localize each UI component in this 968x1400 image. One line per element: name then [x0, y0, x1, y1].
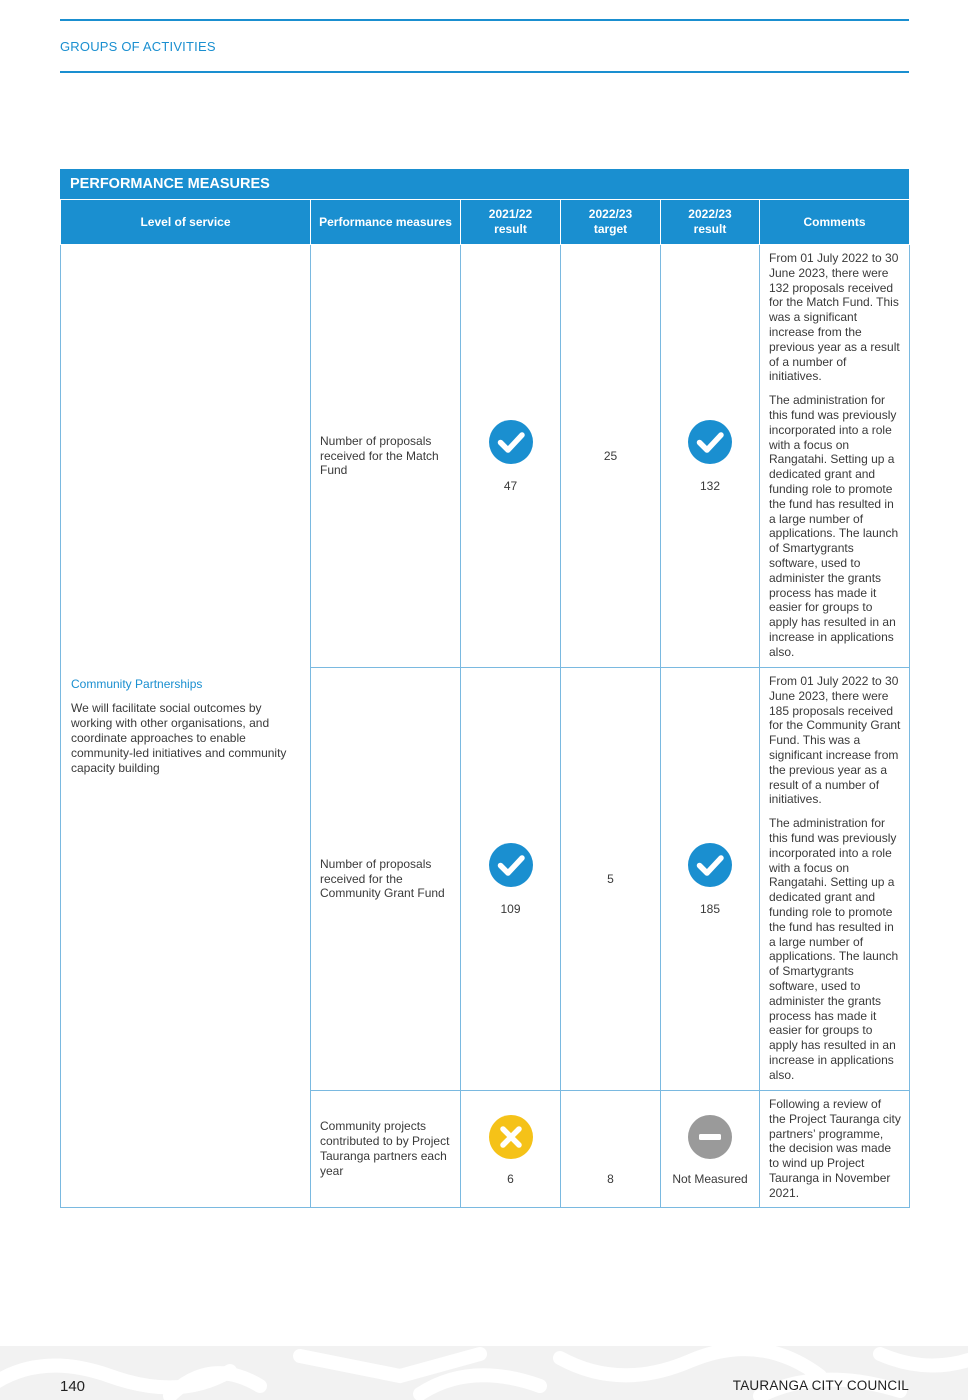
- target-2022-23-value: 25: [603, 448, 618, 463]
- level-of-service-description: We will facilitate social outcomes by working with other organisations, and coordinate approaches to enable community-led initiatives and community capacity building: [71, 701, 287, 775]
- result-2021-22-value: 109: [500, 901, 521, 916]
- result-2022-23-cell: [661, 1091, 760, 1208]
- col-header-level-of-service: Level of service: [61, 200, 311, 245]
- result-2021-22-cell: [461, 1091, 561, 1208]
- result-2022-23-cell: [661, 245, 760, 668]
- cross-circle-icon: [488, 1114, 534, 1160]
- table-title: PERFORMANCE MEASURES: [60, 169, 909, 199]
- table-header-row: [61, 200, 910, 245]
- header-rule-top: [60, 19, 909, 21]
- check-circle-icon: [687, 842, 733, 888]
- comments-cell: [760, 245, 910, 668]
- comment-paragraph: The administration for this fund was previously incorporated into a role with a focus on Rangatahi. Setting up a dedicated grant and funding role to promote the fund has resulted in a large number of applications. The launch of Smartygrants software, used to administer the grants process has made it easier for groups to apply has resulted in an increase in applications also.: [769, 393, 899, 659]
- comment-paragraph: The administration for this fund was previously incorporated into a role with a focus on Rangatahi. Setting up a dedicated grant and funding role to promote the fund has resulted in a large number of applications. The launch of Smartygrants software, used to administer the grants process has made it easier for groups to apply has resulted in an increase in applications also.: [769, 816, 899, 1082]
- performance-measure: Number of proposals received for the Match Fund: [311, 245, 461, 668]
- result-2021-22-value: 47: [503, 478, 518, 493]
- check-circle-icon: [687, 419, 733, 465]
- page-number: 140: [60, 1378, 86, 1395]
- result-2021-22-cell: [461, 245, 561, 668]
- col-header-2022-23-target: 2022/23 target: [561, 200, 661, 245]
- header-rule-bottom: [60, 71, 909, 73]
- check-circle-icon: [488, 842, 534, 888]
- target-2022-23-value: 5: [607, 871, 614, 886]
- level-of-service-title: Community Partnerships: [71, 676, 203, 691]
- comment-paragraph: From 01 July 2022 to 30 June 2023, there were 132 proposals received for the Match Fund. This was a significant increase from the previous year as a result of a number of initiatives.: [769, 251, 900, 384]
- comment-paragraph: Following a review of the Project Tauranga city partners’ programme, the decision was made to wind up Project Tauranga in November 2021.: [769, 1097, 901, 1200]
- target-2022-23-cell: [561, 1091, 661, 1208]
- performance-measure: Number of proposals received for the Community Grant Fund: [311, 668, 461, 1091]
- col-header-comments: Comments: [760, 200, 910, 245]
- performance-measure: Community projects contributed to by Project Tauranga partners each year: [311, 1091, 461, 1208]
- target-2022-23-cell: [561, 245, 661, 668]
- result-2022-23-value: 132: [699, 478, 721, 493]
- comments-cell: [760, 1091, 910, 1208]
- result-2022-23-cell: [661, 668, 760, 1091]
- table-row: [61, 245, 910, 668]
- minus-circle-icon: [687, 1114, 733, 1160]
- performance-measures-table: [60, 169, 909, 1208]
- section-title: GROUPS OF ACTIVITIES: [60, 39, 216, 54]
- comment-paragraph: From 01 July 2022 to 30 June 2023, there were 185 proposals received for the Community Grant Fund. This was a significant increase from the previous year as a result of a number of initiatives.: [769, 674, 901, 807]
- result-2021-22-cell: [461, 668, 561, 1091]
- result-2021-22-value: 6: [507, 1172, 514, 1187]
- result-2022-23-value: Not Measured: [672, 1172, 748, 1187]
- target-2022-23-cell: [561, 668, 661, 1091]
- col-header-2022-23-result: 2022/23 result: [661, 200, 760, 245]
- organisation-name: TAURANGA CITY COUNCIL: [732, 1378, 909, 1393]
- col-header-performance-measures: Performance measures: [311, 200, 461, 245]
- target-2022-23-value: 8: [607, 1172, 614, 1187]
- comments-cell: [760, 668, 910, 1091]
- col-header-2021-22-result: 2021/22 result: [461, 200, 561, 245]
- result-2022-23-value: 185: [699, 901, 721, 916]
- level-of-service-cell: [61, 245, 311, 1208]
- check-circle-icon: [488, 419, 534, 465]
